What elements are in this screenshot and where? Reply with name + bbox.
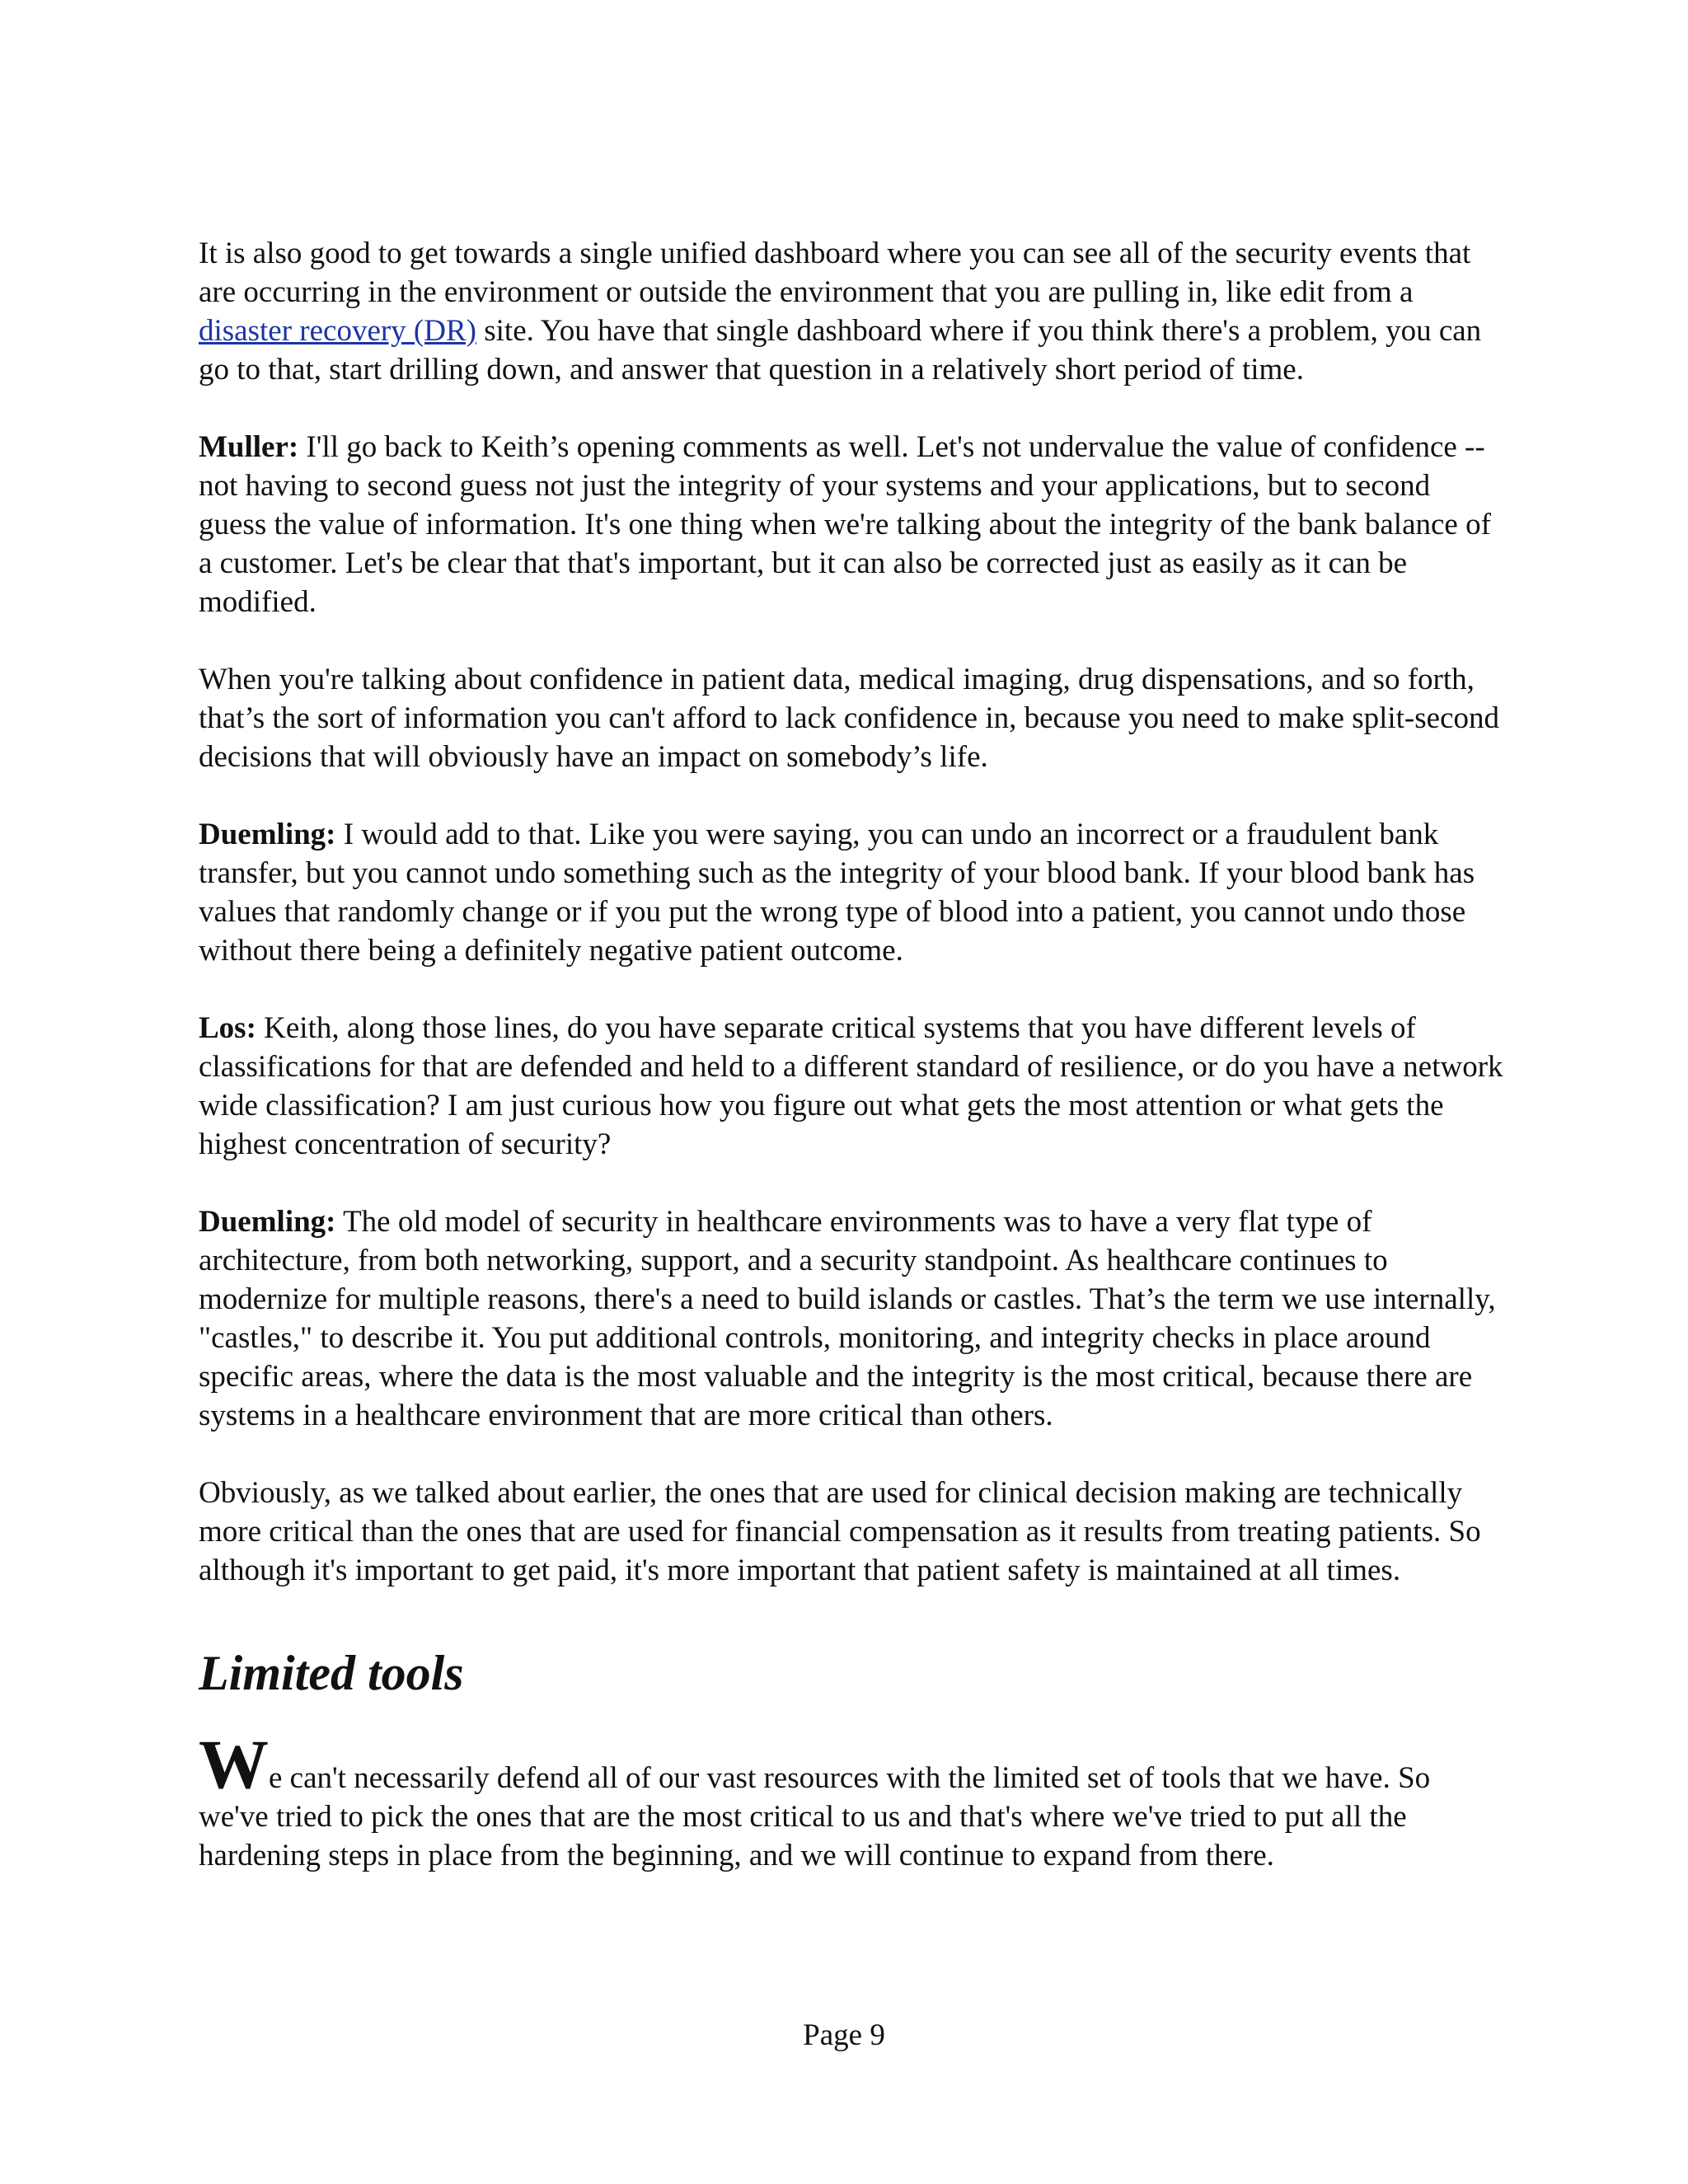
page-body [199, 234, 1505, 1875]
disaster-recovery-link[interactable]: disaster recovery (DR) [199, 314, 476, 348]
paragraph-dashboard [199, 234, 1505, 389]
paragraph-muller [199, 428, 1505, 621]
paragraph-text: When you're talking about confidence in patient data, medical imaging, drug dispensations, and so forth, that’s the sort of information you can't afford to lack confidence in, because you need to make split-second decisions that will obviously have an impact on somebody’s life. [199, 663, 1499, 774]
paragraph-text: Keith, along those lines, do you have separate critical systems that you have different levels of classifications for that are defended and held to a different standard of resilience, or do you have a network wide classification? I am just curious how you figure out what gets the most attention or what gets the highest concentration of security? [199, 1011, 1503, 1161]
paragraph-text: It is also good to get towards a single unified dashboard where you can see all of the security events that are occurring in the environment or outside the environment that you are pulling in, like edit from a [199, 237, 1471, 309]
paragraph-duemling-2 [199, 1202, 1505, 1435]
speaker-name: Los: [199, 1011, 256, 1045]
paragraph-text: Obviously, as we talked about earlier, the ones that are used for clinical decision making are technically more critical than the ones that are used for financial compensation as it results from treating patients. So although it's important to get paid, it's more important that patient safety is maintained at all times. [199, 1476, 1481, 1587]
speaker-name: Muller: [199, 430, 299, 464]
paragraph-text: e can't necessarily defend all of our vast resources with the limited set of tools that we have. So we've tried to pick the ones that are the most critical to us and that's where we've tried to put all the hardening steps in place from the beginning, and we will continue to expand from there. [199, 1761, 1431, 1872]
drop-cap: W [199, 1726, 269, 1803]
speaker-name: Duemling: [199, 818, 336, 851]
paragraph-duemling-1 [199, 815, 1505, 970]
paragraph-clinical [199, 1474, 1505, 1590]
speaker-name: Duemling: [199, 1205, 336, 1239]
section-heading: Limited tools [199, 1646, 464, 1700]
section-paragraph [199, 1726, 1505, 1875]
paragraph-text: I would add to that. Like you were saying, you can undo an incorrect or a fraudulent bank transfer, but you cannot undo something such as the integrity of your blood bank. If your blood bank has values that randomly change or if you put the wrong type of blood into a patient, you cannot undo those without there being a definitely negative patient outcome. [199, 818, 1475, 968]
page-number: Page 9 [803, 2018, 885, 2052]
paragraph-text: I'll go back to Keith’s opening comments as well. Let's not undervalue the value of confidence -- not having to second guess not just the integrity of your systems and your applications, but to second guess the value of information. It's one thing when we're talking about the integrity of the bank balance of a customer. Let's be clear that that's important, but it can also be corrected just as easily as it can be modified. [199, 430, 1491, 619]
paragraph-text: The old model of security in healthcare environments was to have a very flat type of architecture, from both networking, support, and a security standpoint. As healthcare continues to modernize for multiple reasons, there's a need to build islands or castles. That’s the term we use internally, "castles," to describe it. You put additional controls, monitoring, and integrity checks in place around specific areas, where the data is the most valuable and the integrity is the most critical, because there are systems in a healthcare environment that are more critical than others. [199, 1205, 1496, 1432]
paragraph-text: site. You have that single dashboard where if you think there's a problem, you can go to that, start drilling down, and answer that question in a relatively short period of time. [199, 314, 1482, 387]
paragraph-confidence [199, 660, 1505, 776]
paragraph-los [199, 1009, 1505, 1164]
